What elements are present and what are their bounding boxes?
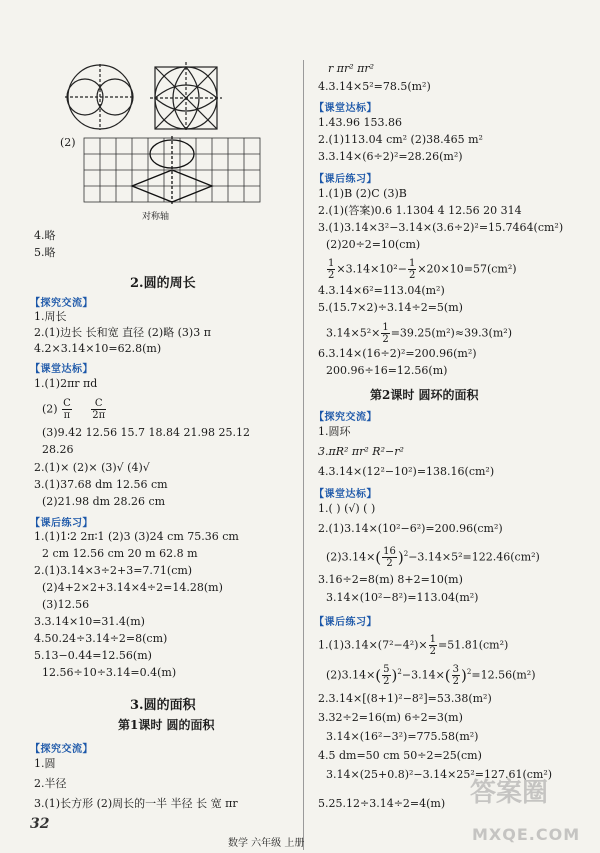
h-line-1a: 1.(1)1∶2 2π∶1 (2)3 (3)24 cm 75.36 cm: [34, 530, 239, 543]
heading-after-class: 【课后练习】: [30, 518, 93, 529]
c-line-3: 3.πR² πr² R²−r²: [318, 445, 404, 458]
h-line-1b: 2 cm 12.56 cm 20 m 62.8 m: [42, 547, 198, 560]
heading-after-class-r2: 【课后练习】: [314, 617, 377, 628]
m-line-2: 2.半径: [34, 777, 67, 790]
h-line-4: 4.50.24÷3.14÷2=8(cm): [34, 632, 168, 645]
r-line-4: 4.3.14×5²=78.5(m²): [318, 80, 431, 93]
e2-pre: (2)3.14×: [326, 668, 376, 682]
fraction-den: 2: [386, 558, 393, 569]
line-4: 4.略: [34, 229, 56, 242]
e2-mid: −3.14×: [401, 668, 445, 682]
b-line-6b: 200.96÷16=12.56(m): [326, 364, 448, 377]
b-line-4: 4.3.14×6²=113.04(m²): [318, 284, 445, 297]
b-line-3c: [326, 258, 517, 281]
d2b-post: −3.14×5²=122.46(cm²): [408, 550, 540, 564]
fraction-den: 2: [429, 646, 436, 657]
watermark-url: MXQE.COM: [472, 825, 581, 844]
a-line-2: 2.(1)113.04 cm² (2)38.465 m²: [318, 133, 483, 146]
e-line-5b: 3.14×(25+0.8)²−3.14×25²=127.61(cm²): [326, 768, 553, 781]
h-line-2b: (2)4+2×2+3.14×4÷2=14.28(m): [42, 581, 223, 594]
watermark: 答案圈: [470, 778, 549, 808]
h-line-2c: (3)12.56: [42, 598, 90, 611]
page-number: 32: [30, 816, 50, 832]
e-line-4b: 3.14×(16²−3²)=775.58(m²): [326, 730, 479, 743]
h-line-5b: 12.56÷10÷3.14=0.4(m): [42, 666, 177, 679]
section-title-circumference: 2.圆的周长: [130, 276, 196, 291]
fraction-5-2: [382, 664, 390, 687]
column-divider: [303, 60, 304, 850]
m-line-1: 1.圆: [34, 757, 56, 770]
d-line-3: 3.16÷2=8(m) 8+2=10(m): [318, 573, 463, 586]
h-line-2a: 2.(1)3.14×3÷2+3=7.71(cm): [34, 564, 193, 577]
fraction-num: C: [91, 398, 106, 410]
r-top: r πr² πr²: [328, 62, 375, 75]
axis-label: 对称轴: [142, 212, 170, 222]
fraction-den: 2: [328, 270, 335, 281]
line-5: 5.略: [34, 246, 56, 259]
fraction-den: 2: [408, 270, 416, 281]
fraction-den: 2: [383, 676, 390, 687]
fraction-den: 2: [382, 334, 389, 345]
heading-after-class-r: 【课后练习】: [314, 174, 377, 185]
e1-pre: 1.(1)3.14×(7²−4²)×: [318, 638, 428, 652]
b-line-3a: 3.(1)3.14×3²−3.14×(3.6÷2)²=15.7464(cm²): [318, 221, 564, 234]
square-circle-figure: [150, 62, 222, 132]
e-line-2: (2)3.14×( $\frac{5}{2}$ )$^2$−3.14×( $\frac{3}{2}$ )$^2$=12.56(m²): [326, 664, 536, 687]
q2-label: (2): [60, 136, 76, 149]
h-line-5a: 5.13−0.44=12.56(m): [34, 649, 152, 662]
heading-class: 【课堂达标】: [30, 364, 93, 375]
page-footer: 数学 六年级 上册: [228, 838, 305, 849]
fraction-num: 1: [328, 258, 335, 269]
k-line-3a: 3.(1)37.68 dm 12.56 cm: [34, 478, 168, 491]
k-line-1-3b: 28.26: [42, 443, 74, 456]
fraction-half: [429, 634, 437, 657]
a-line-3: 3.3.14×(6÷2)²=28.26(m²): [318, 150, 463, 163]
d-line-3b: 3.14×(10²−8²)=113.04(m²): [326, 591, 479, 604]
lesson-title-1: 第1课时 圆的面积: [118, 718, 215, 732]
e1-post: =51.81(cm²): [438, 638, 509, 652]
heading-explore: 【探究交流】: [30, 298, 93, 309]
fraction-den: 2: [452, 676, 460, 687]
z-line-3: 4.2×3.14×10=62.8(m): [34, 342, 162, 355]
lesson-title-2: 第2课时 圆环的面积: [370, 388, 479, 402]
e-line-1: [318, 634, 508, 657]
e-line-4: 3.32÷2=16(m) 6÷2=3(m): [318, 711, 463, 724]
m-line-3: 3.(1)长方形 (2)周长的一半 半径 长 宽 πr: [34, 797, 238, 810]
d-line-2: 2.(1)3.14×(10²−6²)=200.96(cm²): [318, 522, 503, 535]
k-line-1-3: (3)9.42 12.56 15.7 18.84 21.98 25.12: [42, 426, 251, 439]
b-line-3b: (2)20÷2=10(cm): [326, 238, 421, 251]
section-title-area: 3.圆的面积: [130, 698, 196, 713]
b5b-pre: 3.14×5²×: [326, 326, 381, 340]
double-circle-figure: [65, 64, 135, 130]
fraction-c-2pi: [91, 398, 106, 421]
fraction-num: C: [63, 398, 71, 409]
e2-post: =12.56(m²): [471, 668, 536, 682]
b5b-post: =39.25(m²)≈39.3(m²): [390, 326, 512, 340]
k-line-1-2-label: (2): [42, 402, 58, 416]
fraction-num: 1: [382, 322, 389, 333]
h-line-3: 3.3.14×10=31.4(m): [34, 615, 145, 628]
fraction-half: [327, 258, 335, 281]
fraction-num: 16: [383, 546, 396, 557]
fraction-den: π: [63, 410, 71, 421]
z-line-2: 2.(1)边长 长和宽 直径 (2)略 (3)3 π: [34, 326, 211, 339]
b-line-5b: [326, 322, 512, 345]
heading-explore-2: 【探究交流】: [30, 744, 93, 755]
fraction-num: 1: [429, 634, 436, 645]
fraction-den: 2π: [92, 410, 106, 421]
k-line-2: 2.(1)× (2)× (3)√ (4)√: [34, 461, 150, 474]
b-line-6a: 6.3.14×(16÷2)²=200.96(m²): [318, 347, 477, 360]
heading-class-r2: 【课堂达标】: [314, 489, 377, 500]
b3c-mid: ×3.14×10²−: [336, 262, 407, 276]
c-line-1: 1.圆环: [318, 425, 351, 438]
b3c-end: ×20×10=57(cm²): [417, 262, 517, 276]
grid-figure: [82, 136, 262, 206]
b-line-2: 2.(1)(答案)0.6 1.1304 4 12.56 20 314: [318, 204, 522, 217]
fraction-half: [408, 258, 416, 281]
e-line-5: 4.5 dm=50 cm 50÷2=25(cm): [318, 749, 482, 762]
d2b-pre: (2)3.14×: [326, 550, 376, 564]
k-line-1-2: [42, 398, 107, 421]
k-line-1: 1.(1)2πr πd: [34, 377, 98, 390]
fraction-half: [381, 322, 389, 345]
d-line-2b: (2)3.14×( $\frac{16}{2}$ )$^2$−3.14×5²=122.46(cm²): [326, 546, 540, 569]
k-line-3b: (2)21.98 dm 28.26 cm: [42, 495, 166, 508]
fraction-16-2: [382, 546, 397, 569]
circle-figures: [60, 62, 240, 132]
b-line-5a: 5.(15.7×2)÷3.14÷2=5(m): [318, 301, 463, 314]
e-line-6: 5.25.12÷3.14÷2=4(m): [318, 797, 446, 810]
a-line-1: 1.43.96 153.86: [318, 116, 402, 129]
fraction-3-2: [452, 664, 460, 687]
d-line-1: 1.( ) (√) ( ): [318, 502, 376, 515]
z-line-1: 1.周长: [34, 310, 67, 323]
fraction-num: 1: [408, 258, 416, 269]
e-line-3: 2.3.14×[(8+1)²−8²]=53.38(m²): [318, 692, 492, 705]
heading-class-r: 【课堂达标】: [314, 103, 377, 114]
fraction-c-pi: [62, 398, 72, 421]
b-line-1: 1.(1)B (2)C (3)B: [318, 187, 407, 200]
c-line-4: 4.3.14×(12²−10²)=138.16(cm²): [318, 465, 495, 478]
heading-explore-r: 【探究交流】: [314, 412, 377, 423]
fraction-num: 5: [383, 664, 390, 675]
fraction-num: 3: [452, 664, 460, 675]
